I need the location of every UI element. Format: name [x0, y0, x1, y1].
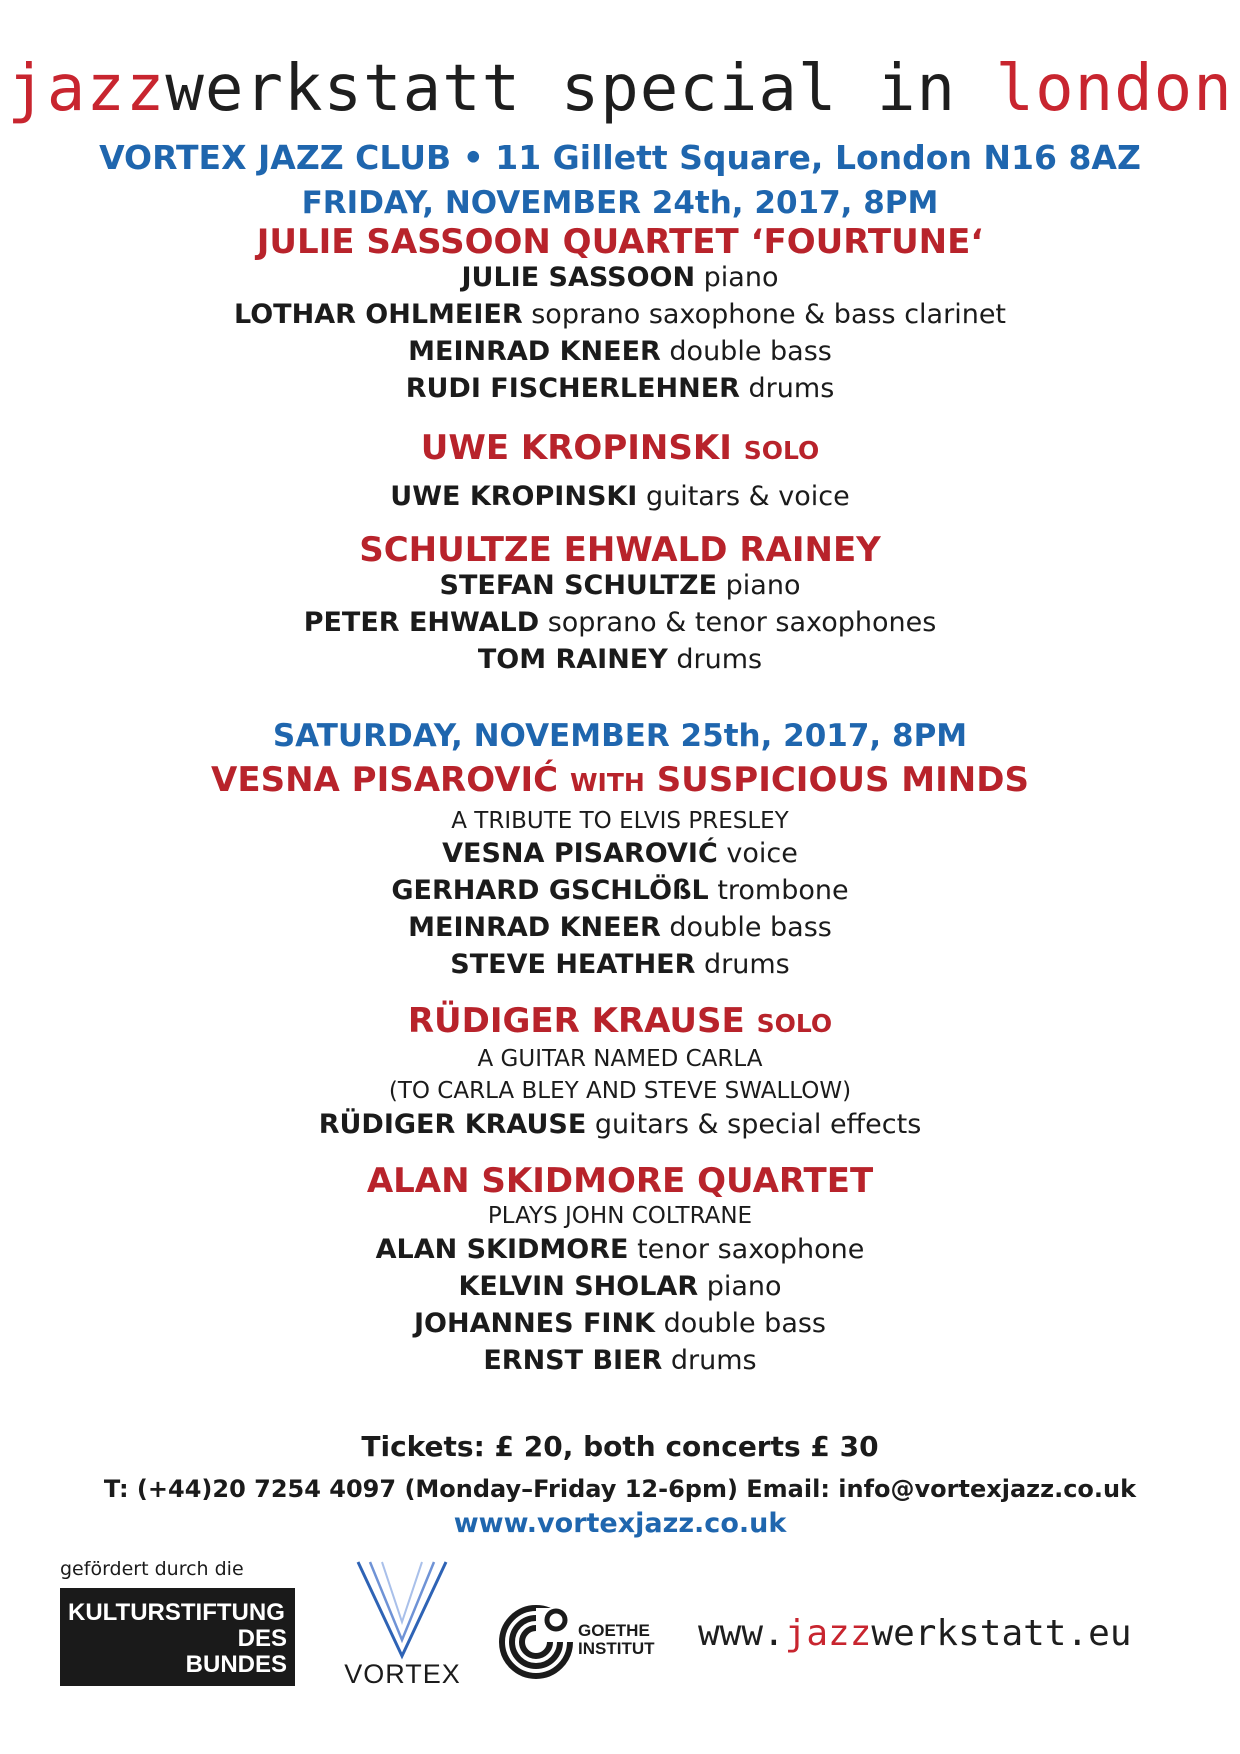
musician-line: GERHARD GSCHLÖßL trombone — [391, 875, 849, 906]
musician-line: RÜDIGER KRAUSE guitars & special effects — [318, 1109, 922, 1140]
tickets-info: Tickets: £ 20, both concerts £ 30 — [361, 1430, 879, 1463]
musician-line: VESNA PISAROVIĆ voice — [442, 838, 798, 869]
musician-line: ERNST BIER drums — [483, 1345, 757, 1376]
band-rudiger-krause: RÜDIGER KRAUSE SOLO — [407, 1001, 833, 1041]
band-uwe-kropinski: UWE KROPINSKI SOLO — [420, 428, 820, 468]
goethe-swirl-icon — [498, 1604, 574, 1680]
musician-line: PETER EHWALD soprano & tenor saxophones — [303, 607, 937, 638]
band-vesna-pisarovic: VESNA PISAROVIĆ WITH SUSPICIOUS MINDS — [211, 760, 1029, 800]
musician-line: ALAN SKIDMORE tenor saxophone — [375, 1234, 865, 1265]
musician-line: STEVE HEATHER drums — [450, 949, 790, 980]
musician-line: STEFAN SCHULTZE piano — [439, 570, 801, 601]
title-werkstatt: werkstatt special in — [165, 52, 996, 126]
musician-line: RUDI FISCHERLEHNER drums — [405, 373, 835, 404]
musician-line: KELVIN SHOLAR piano — [458, 1271, 782, 1302]
venue-line: VORTEX JAZZ CLUB • 11 Gillett Square, London N16 8AZ — [99, 138, 1141, 177]
vortex-v-icon — [340, 1560, 465, 1660]
musician-line: JOHANNES FINK double bass — [414, 1308, 826, 1339]
funded-by-label: gefördert durch die — [60, 1558, 244, 1580]
contact-info: T: (+44)20 7254 4097 (Monday–Friday 12-6pm) Email: info@vortexjazz.co.uk — [103, 1475, 1137, 1503]
title-london: london — [995, 52, 1233, 126]
musician-line: MEINRAD KNEER double bass — [408, 912, 832, 943]
friday-date: FRIDAY, NOVEMBER 24th, 2017, 8PM — [301, 185, 939, 221]
band-schultze-ehwald-rainey: SCHULTZE EHWALD RAINEY — [359, 530, 881, 570]
musician-line: UWE KROPINSKI guitars & voice — [390, 481, 850, 512]
goethe-institut-logo: GOETHE INSTITUT — [498, 1604, 678, 1678]
vortex-logo: VORTEX — [340, 1560, 465, 1690]
band-subtitle: A GUITAR NAMED CARLA — [477, 1046, 763, 1072]
band-julie-sassoon: JULIE SASSOON QUARTET ‘FOURTUNE‘ — [256, 222, 984, 262]
band-subtitle: (TO CARLA BLEY AND STEVE SWALLOW) — [388, 1078, 852, 1104]
musician-line: MEINRAD KNEER double bass — [408, 336, 832, 367]
kulturstiftung-logo: KULTURSTIFTUNG DES BUNDES — [60, 1588, 295, 1686]
band-subtitle: A TRIBUTE TO ELVIS PRESLEY — [451, 808, 789, 834]
band-subtitle: PLAYS JOHN COLTRANE — [487, 1203, 753, 1229]
band-alan-skidmore: ALAN SKIDMORE QUARTET — [366, 1161, 874, 1201]
musician-line: JULIE SASSOON piano — [461, 262, 779, 293]
website-link[interactable]: www.vortexjazz.co.uk — [453, 1508, 787, 1539]
jazzwerkstatt-url[interactable]: www.jazzwerkstatt.eu — [698, 1613, 1132, 1654]
musician-line: LOTHAR OHLMEIER soprano saxophone & bass clarinet — [233, 299, 1007, 330]
saturday-date: SATURDAY, NOVEMBER 25th, 2017, 8PM — [272, 718, 968, 754]
title-jazz: jazz — [7, 52, 166, 126]
poster-title — [0, 52, 1240, 126]
musician-line: TOM RAINEY drums — [477, 644, 763, 675]
